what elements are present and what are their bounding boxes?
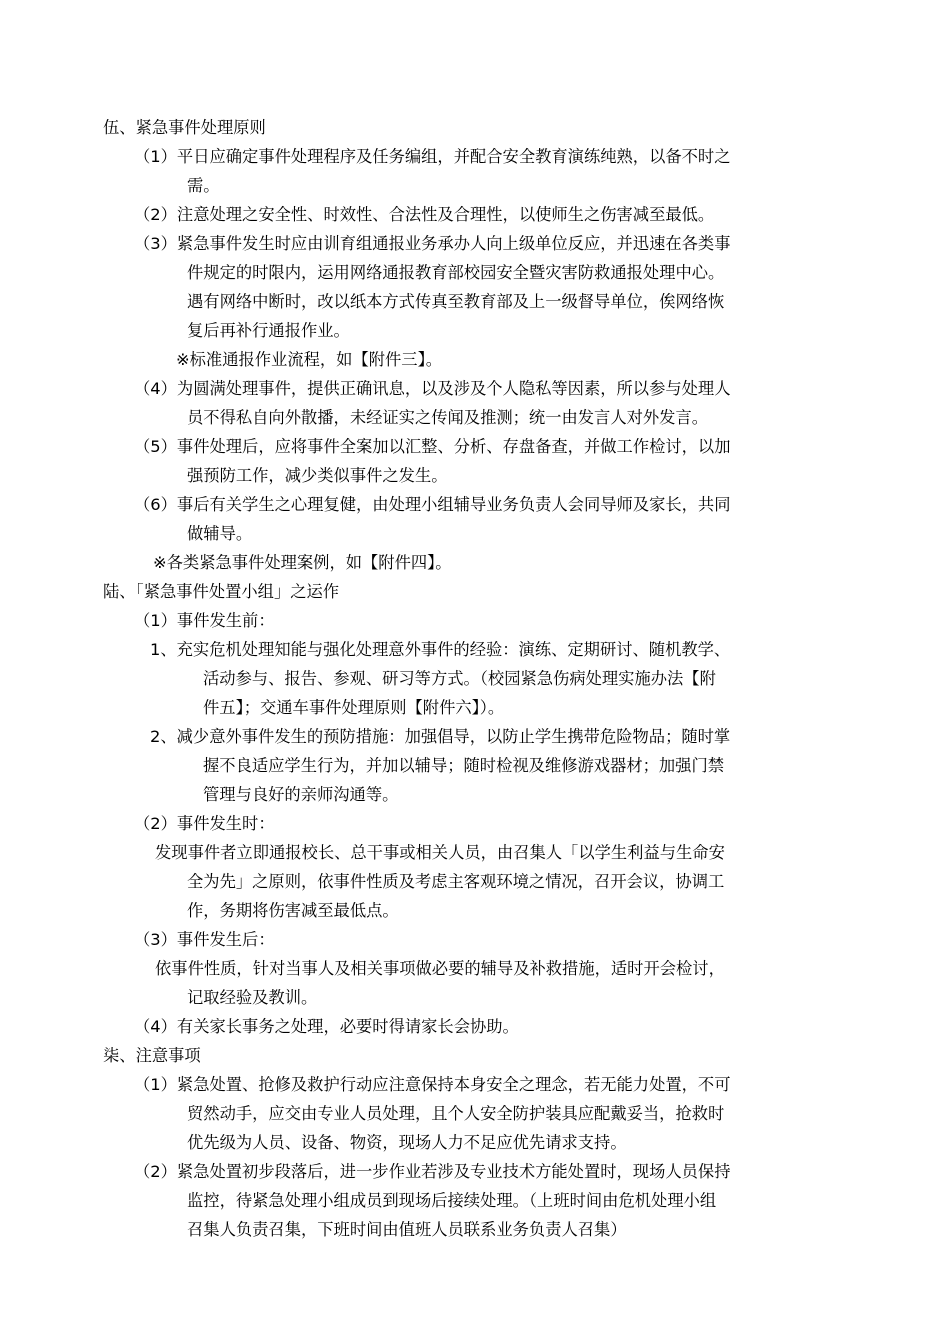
point-line: 握不良适应学生行为，并加以辅导；随时检视及维修游戏器材；加强门禁	[203, 756, 725, 775]
item-line: （2）紧急处置初步段落后，进一步作业若涉及专业技术方能处置时，现场人员保持	[134, 1162, 731, 1181]
item-line: （6）事后有关学生之心理复健，由处理小组辅导业务负责人会同导师及家长，共同	[134, 495, 731, 514]
item-line: （3）紧急事件发生时应由训育组通报业务承办人向上级单位反应，并迅速在各类事	[134, 234, 731, 253]
body-line: 全为先」之原则，依事件性质及考虑主客观环境之情况，召开会议，协调工	[187, 872, 725, 891]
body-line: 发现事件者立即通报校长、总干事或相关人员，由召集人「以学生利益与生命安	[155, 843, 725, 862]
section-heading: 陆、「紧急事件处置小组」之运作	[103, 582, 340, 601]
item-line: 员不得私自向外散播，未经证实之传闻及推测；统一由发言人对外发言。	[187, 408, 709, 427]
item-line: （4）为圆满处理事件，提供正确讯息，以及涉及个人隐私等因素，所以参与处理人	[134, 379, 731, 398]
point-line: 管理与良好的亲师沟通等。	[203, 785, 399, 804]
item-line: 召集人负责召集，下班时间由值班人员联系业务负责人召集）	[187, 1220, 627, 1239]
item-line: 监控，待紧急处理小组成员到现场后接续处理。（上班时间由危机处理小组	[187, 1191, 717, 1210]
body-line: 作，务期将伤害减至最低点。	[187, 901, 399, 920]
note-line: ※标准通报作业流程，如【附件三】。	[176, 350, 442, 369]
point-line: 1、充实危机处理知能与强化处理意外事件的经验：演练、定期研讨、随机教学、	[150, 640, 731, 659]
sub-title: （3）事件发生后：	[134, 930, 275, 949]
item-line: （1）平日应确定事件处理程序及任务编组，并配合安全教育演练纯熟，以备不时之	[134, 147, 731, 166]
sub-title: （4）有关家长事务之处理，必要时得请家长会协助。	[134, 1017, 519, 1036]
item-line: 件规定的时限内，运用网络通报教育部校园安全暨灾害防救通报处理中心。	[187, 263, 725, 282]
item-line: （5）事件处理后，应将事件全案加以汇整、分析、存盘备查，并做工作检讨，以加	[134, 437, 731, 456]
item-line: 强预防工作，减少类似事件之发生。	[187, 466, 448, 485]
sub-title: （1）事件发生前：	[134, 611, 275, 630]
item-line: 遇有网络中断时，改以纸本方式传真至教育部及上一级督导单位，俟网络恢	[187, 292, 725, 311]
item-line: 贸然动手，应交由专业人员处理，且个人安全防护装具应配戴妥当，抢救时	[187, 1104, 725, 1123]
item-line: 优先级为人员、设备、物资，现场人力不足应优先请求支持。	[187, 1133, 627, 1152]
item-line: 需。	[187, 176, 220, 195]
note-line: ※各类紧急事件处理案例，如【附件四】。	[153, 553, 452, 572]
section-heading: 柒、注意事项	[103, 1046, 201, 1065]
point-line: 2、减少意外事件发生的预防措施：加强倡导，以防止学生携带危险物品；随时掌	[150, 727, 731, 746]
point-line: 件五】；交通车事件处理原则【附件六】）。	[203, 698, 505, 717]
item-line: （1）紧急处置、抢修及救护行动应注意保持本身安全之理念，若无能力处置，不可	[134, 1075, 731, 1094]
item-line: 复后再补行通报作业。	[187, 321, 350, 340]
point-line: 活动参与、报告、参观、研习等方式。（校园紧急伤病处理实施办法【附	[203, 669, 716, 688]
section-heading: 伍、紧急事件处理原则	[103, 118, 266, 137]
body-line: 依事件性质，针对当事人及相关事项做必要的辅导及补救措施，适时开会检讨，	[155, 959, 725, 978]
item-line: 做辅导。	[187, 524, 253, 543]
item-line: （2）注意处理之安全性、时效性、合法性及合理性，以使师生之伤害减至最低。	[134, 205, 715, 224]
sub-title: （2）事件发生时：	[134, 814, 275, 833]
body-line: 记取经验及教训。	[187, 988, 318, 1007]
